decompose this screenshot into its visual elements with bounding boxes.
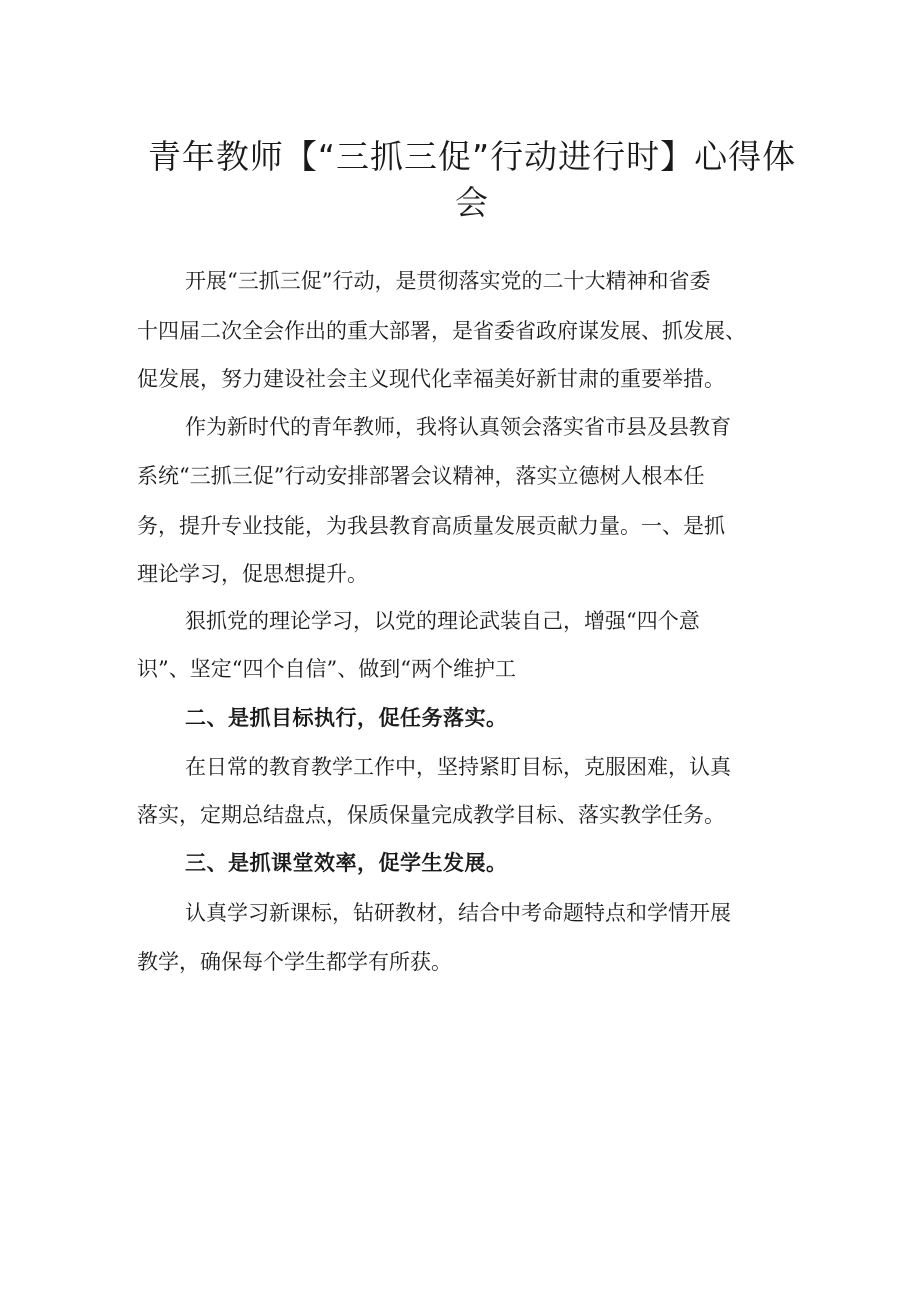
- section-heading-3: 三、是抓课堂效率，促学生发展。: [185, 851, 508, 875]
- paragraph-1-line-1: 开展“三抓三促”行动，是贯彻落实党的二十大精神和省委: [185, 269, 711, 293]
- paragraph-2-line-2: 系统“三抓三促”行动安排部署会议精神，落实立德树人根本任: [137, 464, 705, 488]
- paragraph-4-line-2: 落实，定期总结盘点，保质保量完成教学目标、落实教学任务。: [137, 803, 725, 827]
- title-line-1: 青年教师【“三抓三促”行动进行时】心得体: [147, 137, 797, 176]
- title-line-2: 会: [455, 183, 489, 222]
- paragraph-2-line-1: 作为新时代的青年教师，我将认真领会落实省市县及县教育: [185, 415, 731, 439]
- paragraph-3-line-2: 识”、坚定“四个自信”、做到“两个维护工: [137, 657, 516, 681]
- document-title: [120, 134, 824, 226]
- paragraph-1-line-2: 十四届二次全会作出的重大部署，是省委省政府谋发展、抓发展、: [137, 319, 746, 343]
- paragraph-4-line-1: 在日常的教育教学工作中，坚持紧盯目标，克服困难，认真: [185, 755, 731, 779]
- paragraph-5-line-2: 教学，确保每个学生都学有所获。: [137, 950, 452, 974]
- paragraph-1-line-3: 促发展，努力建设社会主义现代化幸福美好新甘肃的重要举措。: [137, 367, 725, 391]
- paragraph-2-line-4: 理论学习，促思想提升。: [137, 562, 368, 586]
- section-heading-2: 二、是抓目标执行，促任务落实。: [185, 706, 508, 730]
- paragraph-2-line-3: 务，提升专业技能，为我县教育高质量发展贡献力量。一、是抓: [137, 514, 725, 538]
- paragraph-5-line-1: 认真学习新课标，钻研教材，结合中考命题特点和学情开展: [185, 901, 731, 925]
- paragraph-3-line-1: 狠抓党的理论学习，以党的理论武装自己，增强“四个意: [185, 609, 700, 633]
